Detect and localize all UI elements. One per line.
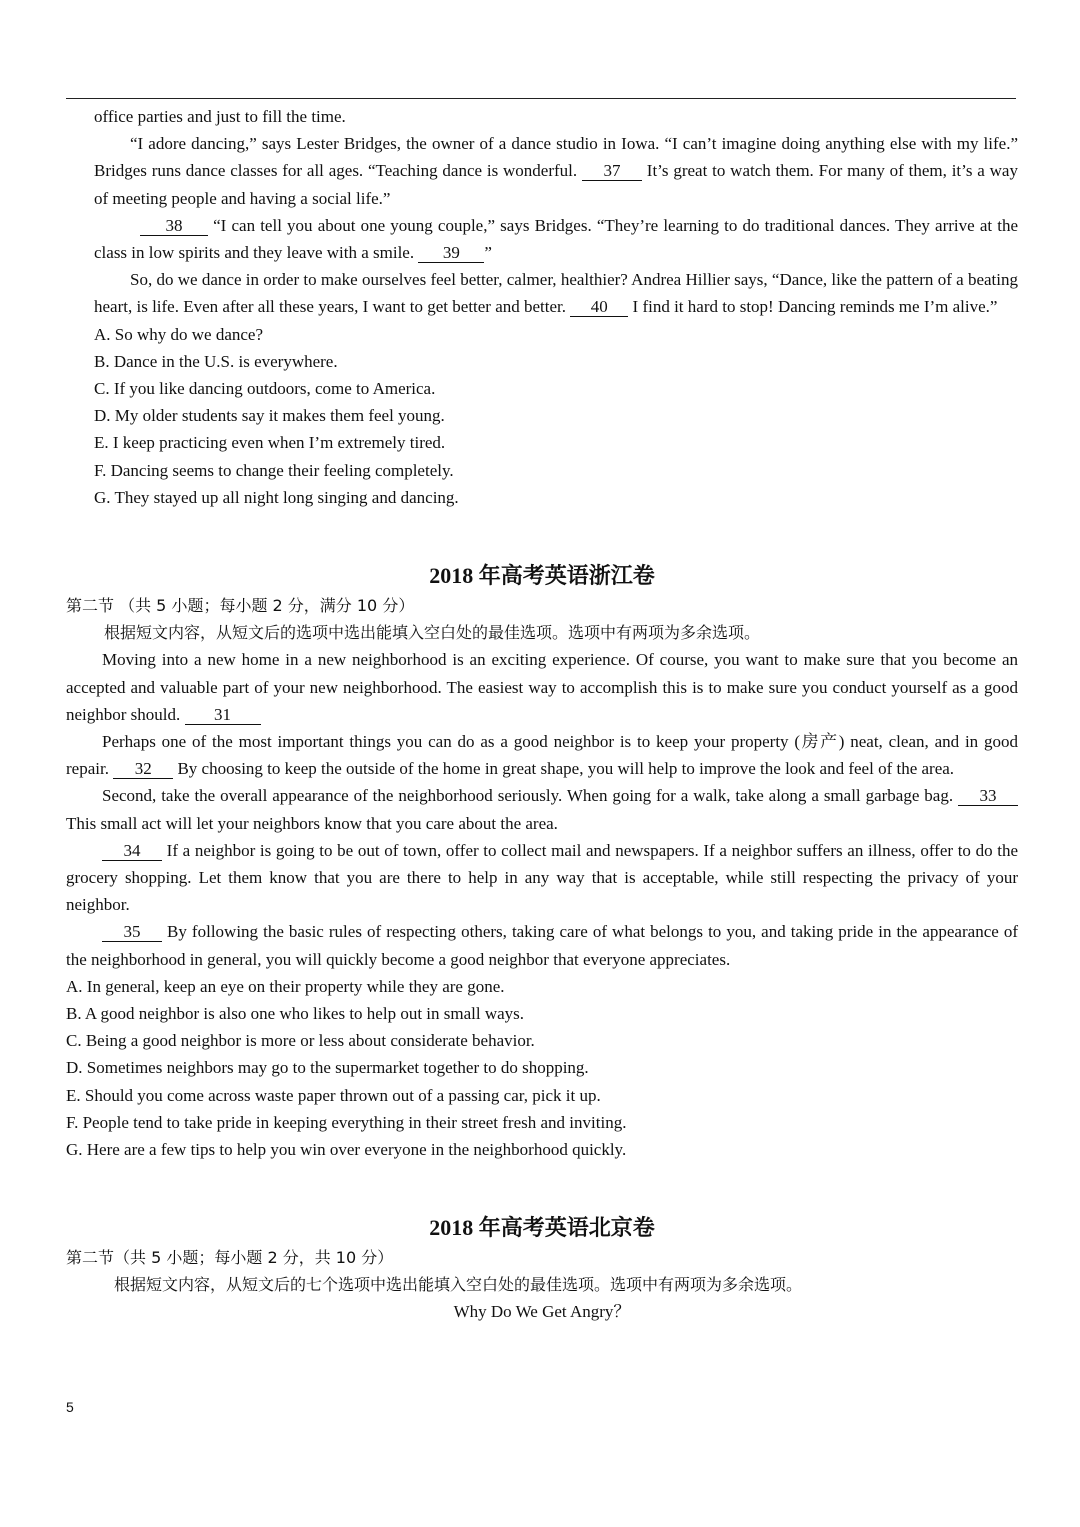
paragraph: 38 “I can tell you about one young couple,” says Bridges. “They’re learning to do traditional dances. They arrive at the class in low spirits and they leave with a smile. 39 ” [94,215,1018,263]
zhejiang-section [66,562,1018,1163]
instruction: 根据短文内容，从短文后的选项中选出能填入空白处的最佳选项。选项中有两项为多余选项。 [104,623,761,643]
blank-31[interactable]: 31 [185,705,261,725]
option-a: A. So why do we dance? [94,324,264,344]
beijing-section [66,1214,1018,1326]
option-b: B. A good neighbor is also one who likes to help out in small ways. [66,1004,525,1024]
option-c: C. Being a good neighbor is more or less about considerate behavior. [66,1031,535,1051]
option-f: F. People tend to take pride in keeping everything in their street fresh and inviting. [66,1112,627,1132]
blank-33[interactable]: 33 [958,786,1018,806]
option-g: G. Here are a few tips to help you win over everyone in the neighborhood quickly. [66,1140,627,1160]
section-header: 第二节（共 5 小题；每小题 2 分，共 10 分） [66,1248,394,1267]
option-b: B. Dance in the U.S. is everywhere. [94,351,338,371]
paragraph: Perhaps one of the most important things you can do as a good neighbor is to keep your property (房产) neat, clean, and in good repair. 32 By choosing to keep the outside of the home in great shape, you will help to improve the look and feel of the area. [66,732,1018,779]
page-number: 5 [66,1399,74,1415]
paragraph: So, do we dance in order to make ourselves feel better, calmer, healthier? Andrea Hillier says, “Dance, like the pattern of a beating heart, is life. Even after all these years, I want to get better and better. 40 I find it hard to stop! Dancing reminds me I’m alive.” [94,270,1018,317]
option-a: A. In general, keep an eye on their property while they are gone. [66,976,505,996]
blank-35[interactable]: 35 [102,922,162,942]
paragraph: office parties and just to fill the time. [94,107,346,126]
blank-40[interactable]: 40 [570,297,628,317]
section-header: 第二节 （共 5 小题；每小题 2 分，满分 10 分） [66,596,415,615]
paragraph: 34 If a neighbor is going to be out of town, offer to collect mail and newspapers. If a neighbor suffers an illness, offer to do the grocery shopping. Let them know that you are there to help in any way that is acceptable, while still respecting the privacy of your neighbor. [66,840,1018,915]
paragraph: 35 By following the basic rules of respecting others, taking care of what belongs to you, and taking pride in the appearance of the neighborhood in general, you will quickly become a good neighbor that everyone appreciates. [66,922,1018,969]
option-d: D. Sometimes neighbors may go to the supermarket together to do shopping. [66,1058,589,1078]
blank-39[interactable]: 39 [418,243,484,263]
dance-passage-section [94,103,1018,511]
blank-37[interactable]: 37 [582,161,642,181]
blank-38[interactable]: 38 [140,216,208,236]
option-g: G. They stayed up all night long singing and dancing. [94,487,459,507]
blank-34[interactable]: 34 [102,841,162,861]
paragraph: Second, take the overall appearance of the neighborhood seriously. When going for a walk, take along a small garbage bag. 33 This small act will let your neighbors know that you care about the area. [66,782,1018,836]
paragraph: Moving into a new home in a new neighborhood is an exciting experience. Of course, you want to make sure that you become an accepted and valuable part of your new neighborhood. The easiest way to accomplish this is to make sure you conduct yourself as a good neighbor should. 31 [66,650,1018,724]
option-d: D. My older students say it makes them feel young. [94,406,445,426]
option-e: E. Should you come across waste paper thrown out of a passing car, pick it up. [66,1085,601,1105]
header-rule [66,98,1016,99]
instruction: 根据短文内容，从短文后的七个选项中选出能填入空白处的最佳选项。选项中有两项为多余选项。 [114,1275,803,1295]
paragraph: “I adore dancing,” says Lester Bridges, the owner of a dance studio in Iowa. “I can’t imagine doing anything else with my life.” Bridges runs dance classes for all ages. “Teaching dance is wonderful. 37 It’s great to watch them. For many of them, it’s a way of meeting people and having a social life.” [94,134,1018,208]
section-title: 2018 年高考英语浙江卷 [429,563,655,588]
option-c: C. If you like dancing outdoors, come to America. [94,379,436,399]
option-e: E. I keep practicing even when I’m extremely tired. [94,433,446,453]
option-f: F. Dancing seems to change their feeling completely. [94,460,454,480]
section-title: 2018 年高考英语北京卷 [429,1215,655,1240]
blank-32[interactable]: 32 [113,759,173,779]
passage-title: Why Do We Get Angry？ [453,1302,631,1322]
